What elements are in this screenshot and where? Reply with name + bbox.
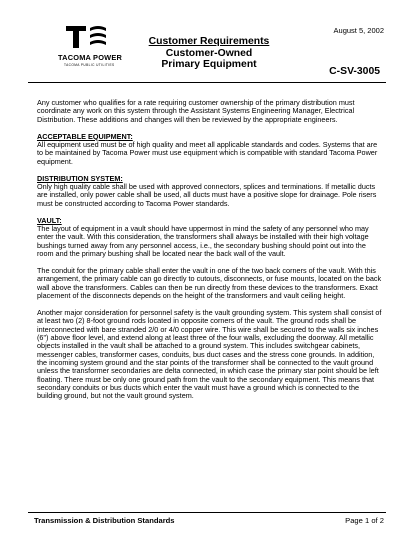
- section-vault: [37, 217, 382, 401]
- footer-divider: [28, 512, 386, 513]
- document-date: August 5, 2002: [333, 26, 384, 35]
- header-divider: [28, 82, 386, 83]
- logo-name: TACOMA POWER: [58, 53, 122, 62]
- footer-title: Transmission & Distribution Standards: [34, 516, 175, 525]
- section-acceptable-equipment: [37, 133, 382, 166]
- section-paragraph: All equipment used must be of high quality and meet all applicable standards and codes. Systems that are to be maintained by Tacoma Power must use equipment which is compatible with standard Tacoma Power equipment.: [37, 139, 378, 166]
- section-distribution-system: [37, 175, 382, 208]
- section-heading: VAULT:: [37, 215, 62, 225]
- document-body: [37, 99, 382, 409]
- section-heading: DISTRIBUTION SYSTEM:: [37, 173, 123, 183]
- section-paragraph: Another major consideration for personnel safety is the vault grounding system. This system shall consist of at least two (2) 8-foot ground rods located in opposite corners of the vault. The ground rods shall be interconnected with bare stranded 2/0 or 4/0 copper wire. This wire shall be secured to the walls six inches (6") above floor level, and extend along at least three of the four walls, excluding the doorway. All metallic objects installed in the vault shall be attached to a ground system. This includes switchgear cabinets, messenger cables, transformer cases, conduits, bus duct cases and the stress cone grounds. In addition, the incoming system ground and the star points of the transformer shall be connected to the vault ground unless the transformer secondaries are delta connected, in which case the primary star point should be left floating. There must be only one ground path from the vault to the secondary equipment. This means that secondary conduits or bus ducts which enter the vault must have a ground which is connected to the building ground, but not the vault ground system.: [37, 307, 382, 401]
- section-paragraph: The conduit for the primary cable shall enter the vault in one of the two back corners of the vault. With this arrangement, the primary cable can go directly to cutouts, disconnects, or fuse mounts, located on the back wall above the transformers. Cables can then be run directly from these devices to the transformers. Exact placement of the disconnects depends on the height of the transformers and vault ceiling height.: [37, 265, 382, 300]
- document-number: C-SV-3005: [329, 66, 380, 77]
- logo-tagline: TACOMA PUBLIC UTILITIES: [64, 63, 115, 67]
- page-number: Page 1 of 2: [345, 516, 384, 525]
- section-paragraph: Only high quality cable shall be used with approved connectors, splices and terminations. If metallic ducts are installed, only power cable shall be used, all ducts must have a positive slope for drainage. Pole risers must be constructed according to Tacoma Power standards.: [37, 181, 377, 208]
- tacoma-power-logo: [58, 24, 128, 72]
- title-line-1: Customer Requirements: [148, 36, 270, 47]
- document-title: [140, 36, 278, 71]
- section-paragraph: The layout of equipment in a vault should have uppermost in mind the safety of any personnel who may enter the vault. With this consideration, the transformers shall always be installed with their high voltage bushings turned away from any personnel access, i.e., the secondary bushing should point out into the room and the primary bushing shall be located near the back wall of the vault.: [37, 223, 369, 258]
- section-heading: ACCEPTABLE EQUIPMENT:: [37, 131, 133, 141]
- intro-paragraph: Any customer who qualifies for a rate requiring customer ownership of the primary distribution must coordinate any work on this system through the Assistant Systems Engineering Manager, Electrical Distribution. These additions and changes will then be reviewed by the appropriate engineers.: [37, 98, 355, 124]
- title-line-2: Customer-Owned: [165, 47, 253, 59]
- logo-mark-icon: [64, 24, 116, 50]
- title-line-3: Primary Equipment: [161, 59, 257, 70]
